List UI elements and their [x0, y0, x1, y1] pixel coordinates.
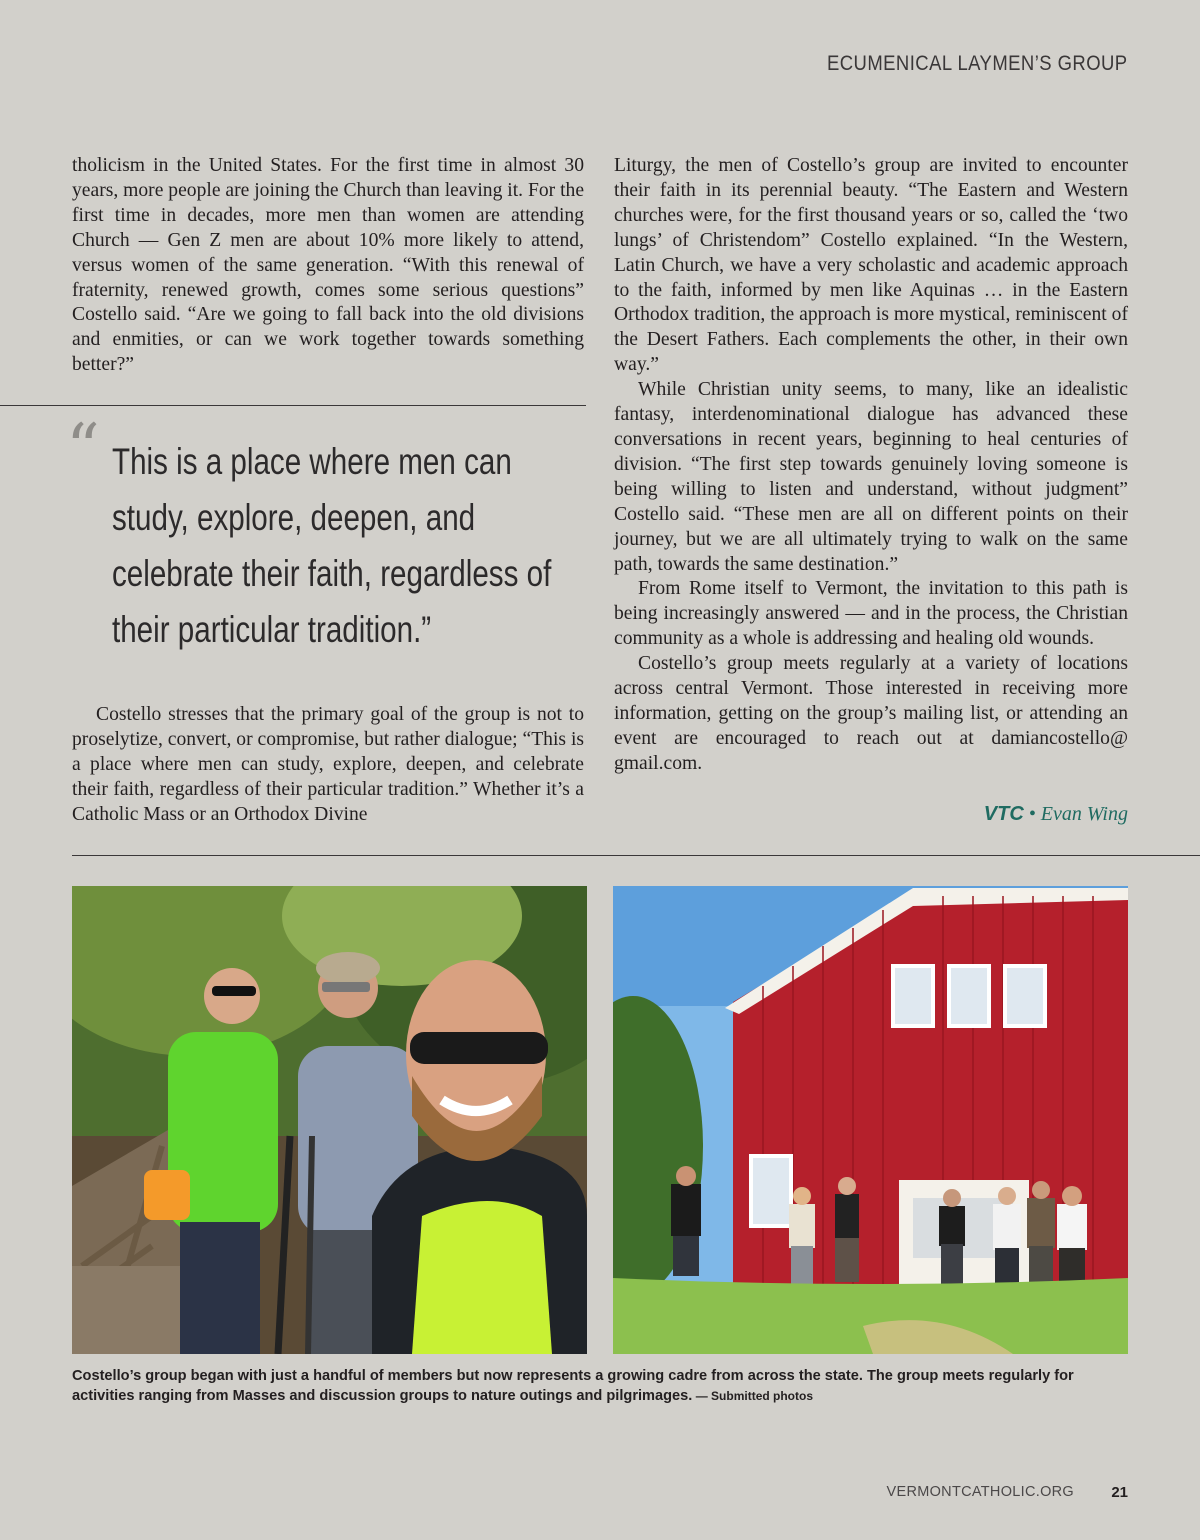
article-column-left-bottom	[72, 703, 584, 828]
photo-divider	[72, 855, 1200, 856]
byline-org: VTC	[983, 803, 1024, 825]
article-paragraph: While Christian unity seems, to many, like an idealistic fantasy, interdenominational dialogue has advanced these conversations in recent years, beginning to heal centuries of division. “The first step towards genuinely loving someone is being willing to listen and understand, without judgment” Costello said. “These men are all on different points on their journey, but we are all ultimately trying to walk on the same path, towards the same destination.”	[614, 379, 1128, 575]
byline-author: Evan Wing	[1040, 803, 1128, 825]
article-paragraph: Costello’s group meets regularly at a variety of locations across central Vermont. Those interested in receiving more information, getting on the group’s mailing list, or attending an event are encouraged to reach out at damiancostello@ gmail.com.	[614, 653, 1128, 774]
photo-credit: — Submitted photos	[692, 1389, 814, 1403]
article-paragraph: tholicism in the United States. For the first time in almost 30 years, more people are joining the Church than leaving it. For the first time in decades, more men than women are attending Church — Gen Z men are about 10% more likely to attend, versus women of the same generation. “With this renewal of fraternity, renewed growth, comes some serious questions” Costello said. “Are we going to fall back into the old divisions and enmities, or can we work together towards something better?”	[72, 155, 585, 376]
footer-site: VERMONTCATHOLIC.ORG	[886, 1484, 1074, 1500]
barn-group-photo	[613, 886, 1128, 1354]
byline	[984, 803, 1128, 826]
pull-quote: This is a place where men can study, explore, deepen, and celebrate their faith, regardless of their particular tradition.”	[112, 441, 552, 650]
article-paragraph: Liturgy, the men of Costello’s group are invited to encounter their faith in its perennial beauty. “The Eastern and Western churches were, for the first thousand years or so, called the ‘two lungs’ of Christendom” Costello explained. “In the Western, Latin Church, we have a very scholastic and academic approach to the faith, informed by men like Aquinas … in the Eastern Orthodox tradition, the approach is more mystical, reminiscent of the Desert Fathers. Each complements the other, in their own way.”	[614, 155, 1128, 376]
byline-separator: •	[1023, 803, 1041, 825]
article-column-right	[614, 154, 1128, 777]
article-paragraph: From Rome itself to Vermont, the invitation to this path is being increasingly answered — and in the process, the Christian community as a whole is addressing and healing old wounds.	[614, 578, 1128, 650]
caption-text: Costello’s group began with just a handful of members but now represents a growing cadre from across the state. The group meets regularly for activities ranging from Masses and discussion groups to nature outings and pilgrimages.	[72, 1368, 1074, 1404]
quote-mark-icon: “	[66, 410, 100, 487]
page-number: 21	[1111, 1484, 1128, 1501]
hikers-photo	[72, 886, 587, 1354]
section-header: ECUMENICAL LAYMEN’S GROUP	[827, 52, 1128, 75]
article-paragraph: Costello stresses that the primary goal of the group is not to proselytize, convert, or compromise, but rather dialogue; “This is a place where men can study, explore, deepen, and celebrate their faith, regardless of their particular tradition.” Whether it’s a Catholic Mass or an Orthodox Divine	[72, 704, 585, 825]
pull-quote-divider	[0, 405, 586, 406]
article-column-left-top	[72, 154, 584, 378]
photo-caption	[72, 1366, 1132, 1406]
